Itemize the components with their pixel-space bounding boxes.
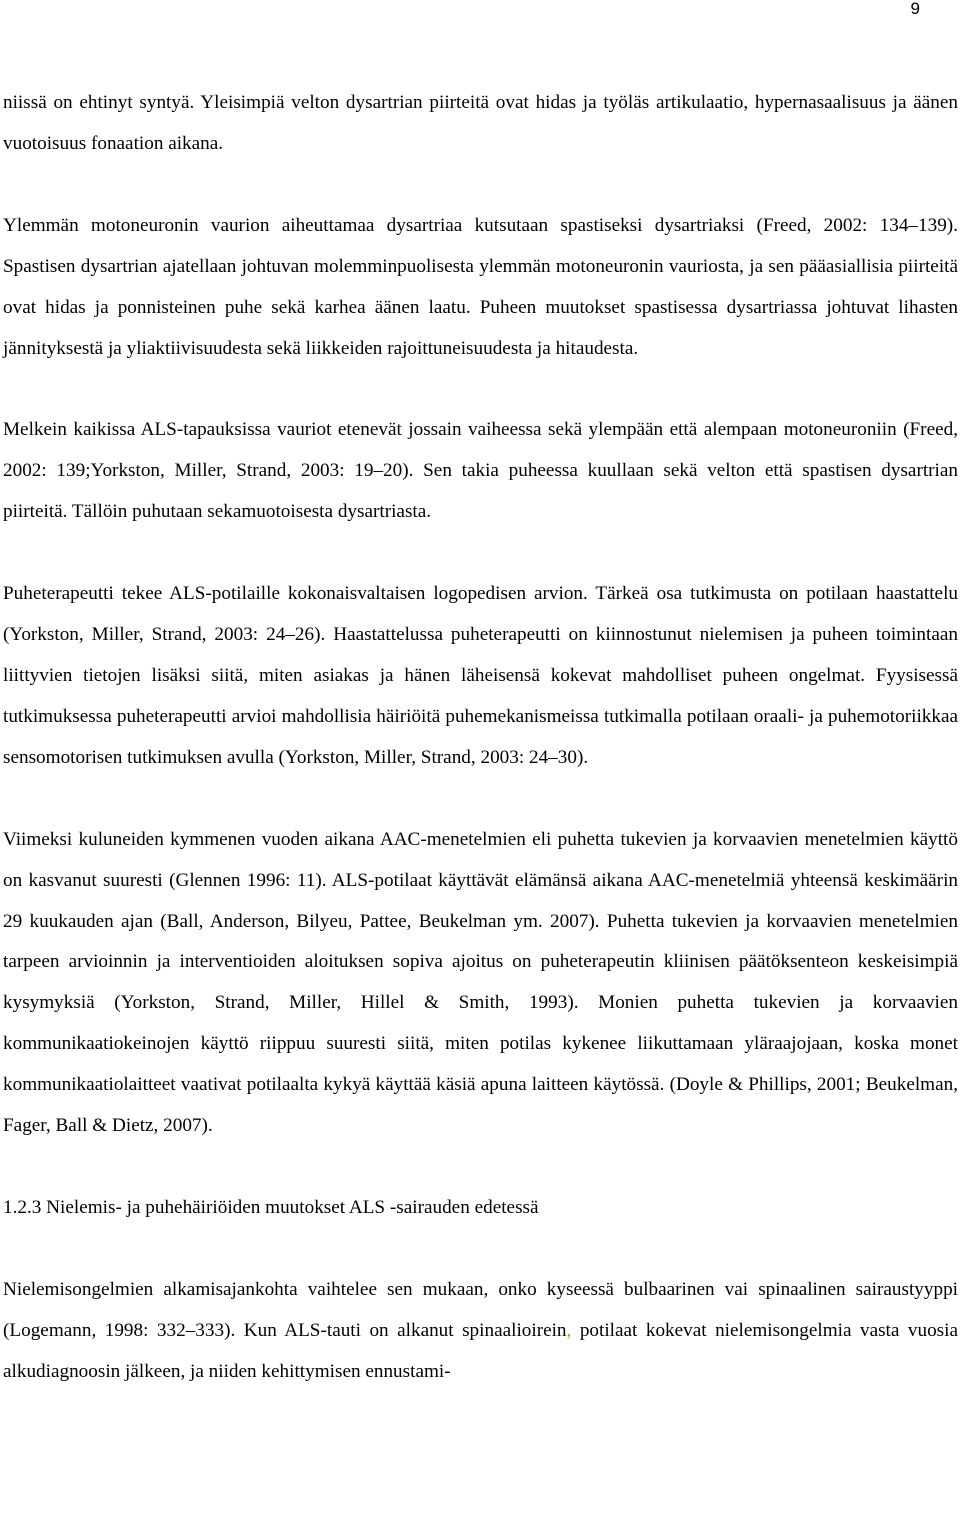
paragraph-flaccid-dysarthria: niissä on ehtinyt syntyä. Yleisimpiä velton dysartrian piirteitä ovat hidas ja työläs artikulaatio, hypernasaalisuus ja äänen vuotoisuus fonaation aikana. <box>3 92 958 154</box>
paragraph-swallowing-onset <box>3 1270 958 1393</box>
paragraph-mixed-dysarthria: Melkein kaikissa ALS-tapauksissa vauriot etenevät jossain vaiheessa sekä ylempään että alempaan motoneuroniin (Freed, 2002: 139;Yorkston, Miller, Strand, 2003: 19–20). Sen takia puheessa kuullaan sekä velton että spastisen dysartrian piirteitä. Tällöin puhutaan sekamuotoisesta dysartriasta. <box>3 419 958 523</box>
paragraph-swallowing-onset-text-b: potilaat kokevat nielemisongelmia vasta vuosia alkudiagnoosin jälkeen, ja niiden kehittymisen ennustami- <box>3 1319 958 1382</box>
page-number: 9 <box>910 0 920 18</box>
paragraph-spastic-dysarthria: Ylemmän motoneuronin vaurion aiheuttamaa dysartriaa kutsutaan spastiseksi dysartriaksi (Freed, 2002: 134–139). Spastisen dysartrian ajatellaan johtuvan molemminpuolisesta ylemmän motoneuronin vauriosta, ja sen pääasiallisia piirteitä ovat hidas ja ponnisteinen puhe sekä karhea äänen laatu. Puheen muutokset spastisessa dysartriassa johtuvat lihasten jännityksestä ja yliaktiivisuudesta sekä liikkeiden rajoittuneisuudesta ja hitaudesta. <box>3 214 958 359</box>
accent-comma: , <box>566 1319 572 1341</box>
paragraph-aac-methods: Viimeksi kuluneiden kymmenen vuoden aikana AAC-menetelmien eli puhetta tukevien ja korvaavien menetelmien käyttö on kasvanut suuresti (Glennen 1996: 11). ALS-potilaat käyttävät elämänsä aikana AAC-menetelmiä yhteensä keskimäärin 29 kuukauden ajan (Ball, Anderson, Bilyeu, Pattee, Beukelman ym. 2007). Puhetta tukevien ja korvaavien menetelmien tarpeen arvioinnin ja interventioiden aloituksen sopiva ajoitus on puheterapeutin kliinisen päätöksenteon keskeisimpiä kysymyksiä (Yorkston, Strand, Miller, Hillel & Smith, 1993). Monien puhetta tukevien ja korvaavien kommunikaatiokeinojen käyttö riippuu suuresti siitä, miten potilas kykenee liikuttamaan yläraajojaan, koska monet kommunikaatiolaitteet vaativat potilaalta kykyä käyttää käsiä apuna laitteen käytössä. (Doyle & Phillips, 2001; Beukelman, Fager, Ball & Dietz, 2007). <box>3 828 958 1137</box>
paragraph-speech-therapist-assessment: Puheterapeutti tekee ALS-potilaille kokonaisvaltaisen logopedisen arvion. Tärkeä osa tutkimusta on potilaan haastattelu (Yorkston, Miller, Strand, 2003: 24–26). Haastattelussa puheterapeutti on kiinnostunut nielemisen ja puheen toimintaan liittyvien tietojen lisäksi siitä, miten asiakas ja hänen läheisensä kokevat mahdolliset puheen ongelmat. Fyysisessä tutkimuksessa puheterapeutti arvioi mahdollisia häiriöitä puhemekanismeissa tutkimalla potilaan oraali- ja puhemotoriikkaa sensomotorisen tutkimuksen avulla (Yorkston, Miller, Strand, 2003: 24–30). <box>3 583 958 768</box>
document-body <box>3 83 958 1393</box>
section-heading: 1.2.3 Nielemis- ja puhehäiriöiden muutokset ALS -sairauden edetessä <box>3 1196 539 1218</box>
paragraph-swallowing-onset-text-a: Nielemisongelmien alkamisajankohta vaihtelee sen mukaan, onko kyseessä bulbaarinen vai spinaalinen sairaustyyppi (Logemann, 1998: 332–333). Kun ALS-tauti on alkanut spinaalioirein <box>3 1278 958 1341</box>
